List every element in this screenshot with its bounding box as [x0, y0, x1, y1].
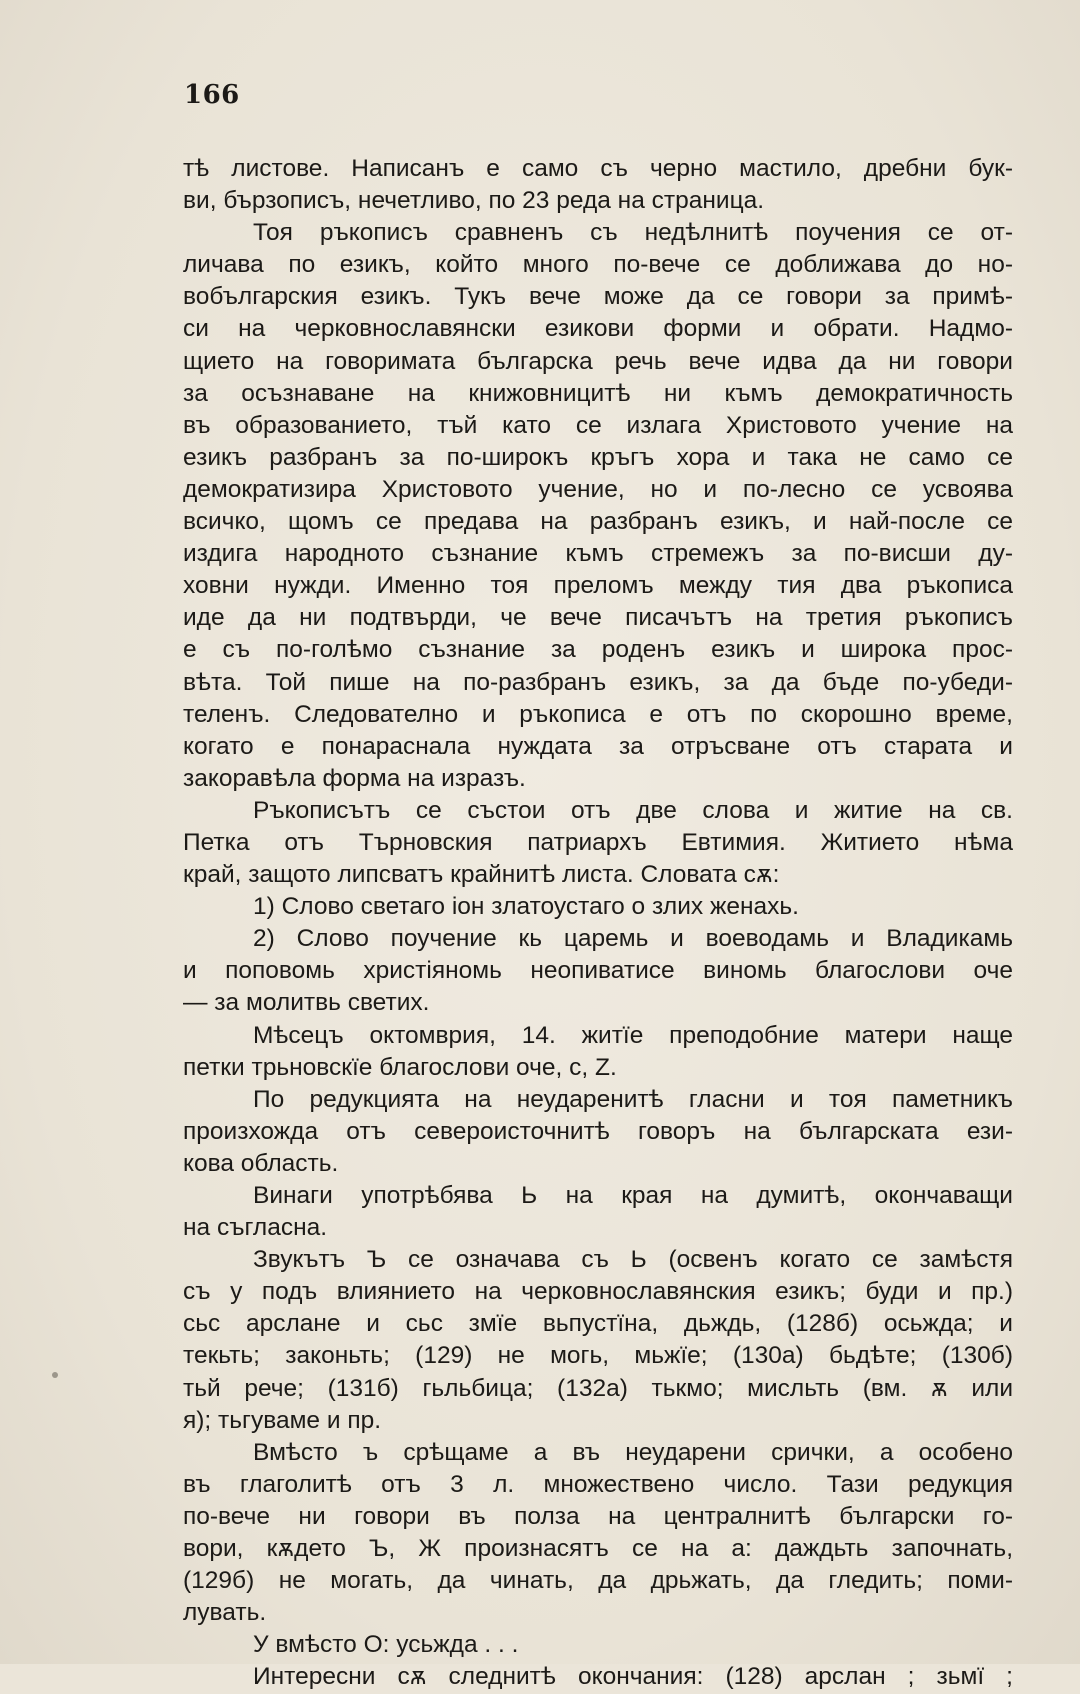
text-line: закоравѣла форма на изразъ. — [183, 764, 526, 792]
text-line: вори, кѫдето Ъ, Ж произнасятъ се на а: даждьть започнать, — [183, 1535, 1013, 1563]
text-line: я); тьгуваме и пр. — [183, 1406, 382, 1434]
text-line: вобългарския езикъ. Тукъ вече може да се говори за примѣ- — [183, 283, 1013, 311]
text-line: теленъ. Следователно и ръкописа е отъ по скорошно време, — [183, 700, 1013, 728]
text-line: Интересни сѫ следнитѣ окончания: (128) арслан ; зьмї ; — [253, 1663, 1013, 1691]
text-line: когато е понараснала нуждата за отръсване отъ старата и — [183, 732, 1013, 760]
text-line: вѣта. Той пише на по-разбранъ езикъ, за да бъде по-убеди- — [183, 668, 1013, 696]
text-line: петки трьновскїе благослови оче, с, Z. — [183, 1053, 617, 1081]
text-line: произхожда отъ североисточнитѣ говоръ на българската ези- — [183, 1117, 1013, 1145]
body-text — [183, 153, 1013, 1694]
text-line: въ глаголитѣ отъ 3 л. множествено число. Тази редукция — [183, 1470, 1013, 1498]
text-line: Мѣсецъ октомврия, 14. житїе преподобние матери наще — [253, 1021, 1013, 1049]
text-line: на съгласна. — [183, 1214, 328, 1242]
page-number: 166 — [184, 80, 240, 110]
text-line: Петка отъ Търновския патриархъ Евтимия. Житието нѣма — [183, 828, 1013, 856]
text-line: — за молитвь светих. — [183, 989, 430, 1017]
text-line: Звукътъ Ъ се означава съ Ь (освенъ когато се замѣстя — [253, 1246, 1013, 1274]
text-line: По редукцията на неударенитѣ гласни и тоя паметникъ — [253, 1085, 1013, 1113]
text-line: Ръкописътъ се състои отъ две слова и житие на св. — [253, 796, 1013, 824]
text-line: тьй рече; (131б) гьльбица; (132а) тькмо; мисльть (вм. ѫ или — [183, 1374, 1013, 1402]
text-line: лувать. — [183, 1599, 267, 1627]
text-line: всичко, щомъ се предава на разбранъ езикъ, и най-после се — [183, 508, 1013, 536]
text-line: е съ по-голѣмо съзнание за роденъ езикъ и широка прос- — [183, 636, 1013, 664]
text-line: У вмѣсто О: усьжда . . . — [253, 1631, 519, 1659]
text-line: съ у подъ влиянието на черковнославянския езикъ; буди и пр.) — [183, 1278, 1013, 1306]
text-line: сьс арслане и сьс змїе вьпустїна, дьждь, (128б) осьжда; и — [183, 1310, 1013, 1338]
text-line: демократизира Христовото учение, но и по-лесно се усвоява — [183, 475, 1013, 503]
text-line: ви, бързописъ, нечетливо, по 23 реда на страница. — [183, 187, 765, 215]
text-line: 2) Слово поучение кь царемь и воеводамь и Владикамь — [253, 925, 1013, 953]
text-line: за осъзнаване на книжовницитѣ ни къмъ демократичность — [183, 379, 1013, 407]
text-line: 1) Слово светаго іон златоустаго о злих женахь. — [253, 893, 799, 921]
text-line: си на черковнославянски езикови форми и обрати. Надмо- — [183, 315, 1013, 343]
text-line: издига народното съзнание къмъ стремежъ за по-висши ду- — [183, 540, 1013, 568]
text-line: край, защото липсватъ крайнитѣ листа. Словата сѫ: — [183, 861, 780, 889]
text-line: ховни нужди. Именно тоя преломъ между тия два ръкописа — [183, 572, 1013, 600]
text-line: личава по езикъ, който много по-вече се доближава до но- — [183, 251, 1013, 279]
text-line: и поповомь христіяномь неопиватисе виномь благослови оче — [183, 957, 1013, 985]
text-line: иде да ни подтвърди, че вече писачътъ на третия ръкописъ — [183, 604, 1013, 632]
text-line: (129б) не могать, да чинать, да дрьжать, да гледить; поми- — [183, 1567, 1013, 1595]
text-line: щието на говоримата българска речь вече идва да ни говори — [183, 347, 1013, 375]
text-line: текьть; законьть; (129) не могь, мьжїе; (130а) бьдѣте; (130б) — [183, 1342, 1013, 1370]
text-line: езикъ разбранъ за по-широкъ кръгъ хора и така не само се — [183, 443, 1013, 471]
text-line: тѣ листове. Написанъ е само съ черно мастило, дребни бук- — [183, 155, 1013, 182]
pencil-mark — [52, 1372, 58, 1378]
text-line: Тоя ръкописъ сравненъ съ недѣлнитѣ поучения се от- — [253, 219, 1013, 247]
text-line: въ образованието, тъй като се излага Христовото учение на — [183, 411, 1013, 439]
text-line: по-вече ни говори въ полза на централнитѣ български го- — [183, 1502, 1013, 1530]
text-line: Винаги употрѣбява Ь на края на думитѣ, окончаващи — [253, 1182, 1013, 1209]
text-line: кова область. — [183, 1149, 339, 1177]
text-line: Вмѣсто ъ срѣщаме а въ неударени срички, а особено — [253, 1438, 1013, 1466]
